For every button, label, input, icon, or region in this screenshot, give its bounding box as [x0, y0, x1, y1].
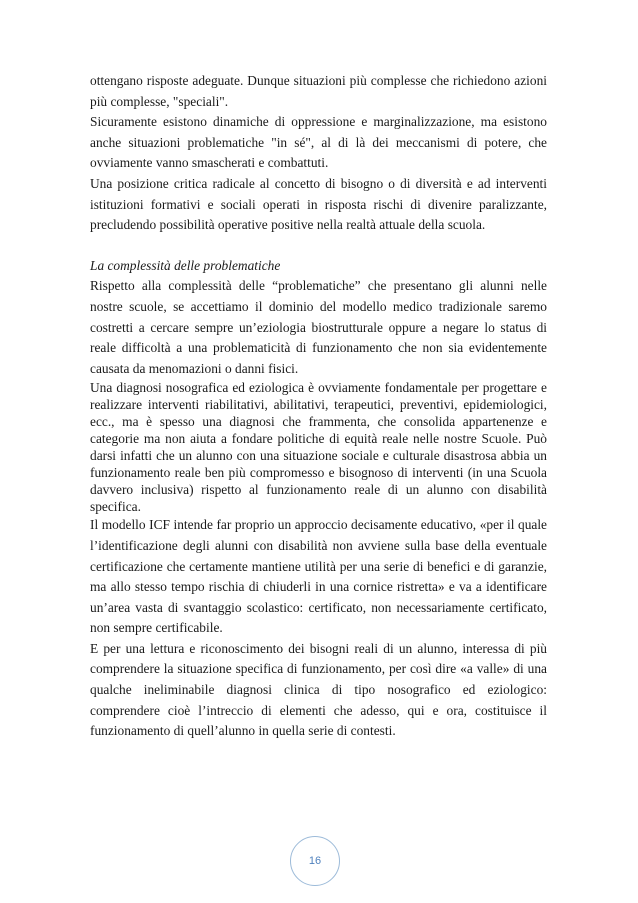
- paragraph: Una diagnosi nosografica ed eziologica è ovviamente fondamentale per progettare e realizzare interventi riabilitativi, abilitativi, terapeutici, preventivi, epidemiologici, ecc., ma è spesso una diagnosi che frammenta, che consolida appartenenze e categorie ma non aiuta a fondare politiche di equità reale nelle nostre Scuole. Può darsi infatti che un alunno con una situazione sociale e culturale disastrosa abbia un funzionamento reale ben più compromesso e bisognoso di interventi (in una Scuola davvero inclusiva) rispetto al funzionamento reale di un alunno con disabilità specifica.: [90, 380, 547, 515]
- paragraph: Rispetto alla complessità delle “problematiche” che presentano gli alunni nelle nostre scuole, se accettiamo il dominio del modello medico tradizionale saremo costretti a cercare sempre un’eziologia biostrutturale oppure a negare lo status di reale difficoltà a una problematicità di funzionamento che non sia evidentemente causata da menomazioni o danni fisici.: [90, 278, 547, 376]
- paragraph: ottengano risposte adeguate. Dunque situazioni più complesse che richiedono azioni più complesse, "speciali".: [90, 73, 547, 109]
- paragraph: E per una lettura e riconoscimento dei bisogni reali di un alunno, interessa di più comprendere la situazione specifica di funzionamento, per così dire «a valle» di una qualche ineliminabile diagnosi clinica di tipo nosografico ed eziologico: comprendere cioè l’intreccio di elementi che adesso, qui e ora, costituisce il funzionamento di quell’alunno in quella serie di contesti.: [90, 640, 547, 739]
- paragraph: Il modello ICF intende far proprio un approccio decisamente educativo, «per il quale l’identificazione degli alunni con disabilità non avviene sulla base della eventuale certificazione che certamente mantiene utilità per una serie di benefici e di garanzie, ma allo stesso tempo rischia di chiuderli in una cornice ristretta» e va a identificare un’area vasta di svantaggio scolastico: certificato, non necessariamente certificato, non sempre certificabile.: [90, 517, 547, 636]
- paragraph: Una posizione critica radicale al concetto di bisogno o di diversità e ad interventi istituzioni formativi e sociali operati in risposta rischi di divenire paralizzante, precludendo possibilità operative positive nella realtà attuale della scuola.: [90, 175, 547, 233]
- section-heading: La complessità delle problematiche: [90, 257, 281, 273]
- paragraph: Sicuramente esistono dinamiche di oppressione e marginalizzazione, ma esistono anche situazioni problematiche "in sé", al di là dei meccanismi di potere, che ovviamente vanno smascherati e combattuti.: [90, 114, 547, 171]
- page-number: 16: [290, 836, 340, 886]
- page-body: [90, 71, 547, 742]
